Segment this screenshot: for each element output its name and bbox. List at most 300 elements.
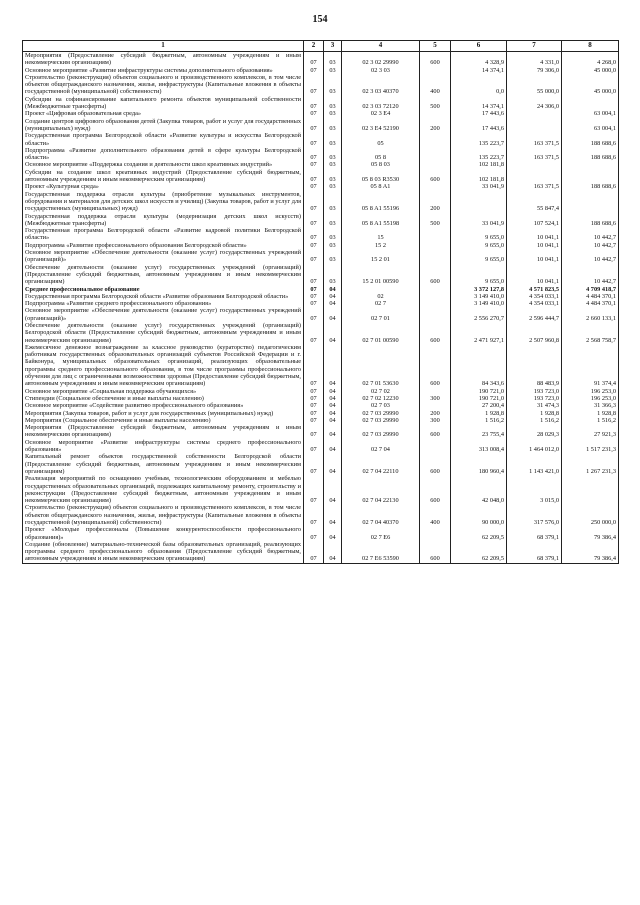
row-name: Мероприятия (Предоставление субсидий бюджетным, автономным учреждениям и иным некоммерческим организациям) xyxy=(23,52,304,67)
amount-year-3: 196 253,0 xyxy=(562,388,619,395)
subsection-code: 03 xyxy=(324,183,342,190)
amount-year-2: 68 379,1 xyxy=(507,526,562,541)
amount-year-3: 188 688,6 xyxy=(562,213,619,228)
amount-year-1: 9 655,0 xyxy=(451,227,507,242)
table-row xyxy=(23,249,619,264)
amount-year-3: 188 688,6 xyxy=(562,132,619,147)
subsection-code: 04 xyxy=(324,395,342,402)
section-code: 07 xyxy=(304,264,324,286)
target-article-code: 02 3 03 40370 xyxy=(342,74,420,96)
target-article-code: 02 3 03 72120 xyxy=(342,96,420,111)
subsection-code: 04 xyxy=(324,526,342,541)
target-article-code: 02 3 03 xyxy=(342,67,420,74)
row-name: Государственная программа Белгородской области «Развитие кадровой политики Белгородской области» xyxy=(23,227,304,242)
row-name: Основное мероприятие «Социальная поддержка обучающихся» xyxy=(23,388,304,395)
expense-type-code xyxy=(420,300,451,307)
section-code: 07 xyxy=(304,227,324,242)
amount-year-1: 190 721,0 xyxy=(451,388,507,395)
subsection-code: 03 xyxy=(324,67,342,74)
amount-year-2 xyxy=(507,110,562,117)
subsection-code: 04 xyxy=(324,293,342,300)
row-name: Мероприятия (Предоставление субсидий бюджетным, автономным учреждениям и иным некоммерческим организациям) xyxy=(23,424,304,439)
amount-year-1: 14 374,1 xyxy=(451,67,507,74)
amount-year-2: 163 371,5 xyxy=(507,147,562,162)
section-code: 07 xyxy=(304,74,324,96)
section-code: 07 xyxy=(304,118,324,133)
amount-year-3: 4 484 370,1 xyxy=(562,293,619,300)
row-name: Основное мероприятие «Развитие инфраструктуры системы среднего профессионального образования» xyxy=(23,439,304,454)
amount-year-3: 1 267 231,3 xyxy=(562,453,619,475)
amount-year-2: 163 371,5 xyxy=(507,132,562,147)
amount-year-3: 1 516,2 xyxy=(562,417,619,424)
amount-year-2: 88 483,9 xyxy=(507,344,562,388)
section-code: 07 xyxy=(304,183,324,190)
section-code: 07 xyxy=(304,300,324,307)
section-code: 07 xyxy=(304,110,324,117)
expense-type-code xyxy=(420,67,451,74)
table-row xyxy=(23,183,619,190)
row-name: Создание (обновление) материально-технической базы образовательных организаций, реализующих программы среднего профессионального образования (Предоставление субсидий бюджетным, автономным учреждениям и иным некоммерческим организациям) xyxy=(23,541,304,563)
amount-year-1: 0,0 xyxy=(451,74,507,96)
table-row xyxy=(23,242,619,249)
amount-year-2 xyxy=(507,118,562,133)
section-code: 07 xyxy=(304,344,324,388)
amount-year-3: 196 253,0 xyxy=(562,395,619,402)
target-article-code: 02 7 03 29990 xyxy=(342,424,420,439)
section-code: 07 xyxy=(304,388,324,395)
amount-year-3 xyxy=(562,161,619,168)
amount-year-2: 1 143 421,0 xyxy=(507,453,562,475)
amount-year-1: 90 000,0 xyxy=(451,504,507,526)
expense-type-code: 600 xyxy=(420,169,451,184)
expense-type-code: 400 xyxy=(420,74,451,96)
section-code: 07 xyxy=(304,169,324,184)
table-row xyxy=(23,439,619,454)
expense-type-code xyxy=(420,388,451,395)
row-name: Мероприятия (Закупка товаров, работ и услуг для государственных (муниципальных) нужд) xyxy=(23,410,304,417)
subsection-code: 04 xyxy=(324,504,342,526)
subsection-code: 04 xyxy=(324,388,342,395)
table-row xyxy=(23,191,619,213)
amount-year-1: 102 181,8 xyxy=(451,169,507,184)
amount-year-2: 1 464 012,0 xyxy=(507,439,562,454)
expense-type-code xyxy=(420,307,451,322)
row-name: Государственная программа Белгородской области «Развитие культуры и искусства Белгородской области» xyxy=(23,132,304,147)
section-code: 07 xyxy=(304,322,324,344)
amount-year-1: 135 223,7 xyxy=(451,147,507,162)
subsection-code: 03 xyxy=(324,74,342,96)
target-article-code: 15 2 01 xyxy=(342,249,420,264)
target-article-code: 05 8 03 xyxy=(342,161,420,168)
amount-year-3 xyxy=(562,191,619,213)
expense-type-code xyxy=(420,293,451,300)
section-code: 07 xyxy=(304,161,324,168)
amount-year-2: 193 723,0 xyxy=(507,395,562,402)
budget-table xyxy=(22,40,619,564)
row-name: Подпрограмма «Развитие дополнительного образования детей в сфере культуры Белгородской области» xyxy=(23,147,304,162)
header-cell: 1 xyxy=(23,41,304,52)
subsection-code: 04 xyxy=(324,402,342,409)
subsection-code: 03 xyxy=(324,52,342,67)
subsection-code: 04 xyxy=(324,322,342,344)
amount-year-1: 9 655,0 xyxy=(451,264,507,286)
subsection-code: 04 xyxy=(324,286,342,293)
amount-year-2 xyxy=(507,169,562,184)
amount-year-3: 188 688,6 xyxy=(562,147,619,162)
amount-year-3: 10 442,7 xyxy=(562,227,619,242)
amount-year-3: 4 268,0 xyxy=(562,52,619,67)
expense-type-code: 500 xyxy=(420,96,451,111)
amount-year-1: 17 443,6 xyxy=(451,110,507,117)
section-code: 07 xyxy=(304,213,324,228)
expense-type-code: 300 xyxy=(420,395,451,402)
amount-year-2: 193 723,0 xyxy=(507,388,562,395)
table-row xyxy=(23,96,619,111)
expense-type-code: 600 xyxy=(420,541,451,563)
amount-year-1: 102 181,8 xyxy=(451,161,507,168)
amount-year-2: 1 516,2 xyxy=(507,417,562,424)
row-name: Основное мероприятие «Поддержка создания и деятельности школ креативных индустрий» xyxy=(23,161,304,168)
section-code: 07 xyxy=(304,526,324,541)
table-row xyxy=(23,322,619,344)
target-article-code: 02 7 02 12230 xyxy=(342,395,420,402)
table-row xyxy=(23,307,619,322)
subsection-code: 04 xyxy=(324,410,342,417)
expense-type-code: 500 xyxy=(420,213,451,228)
expense-type-code xyxy=(420,161,451,168)
amount-year-3: 1 517 231,3 xyxy=(562,439,619,454)
target-article-code: 02 7 E6 xyxy=(342,526,420,541)
amount-year-1: 2 556 270,7 xyxy=(451,307,507,322)
amount-year-3: 45 000,0 xyxy=(562,67,619,74)
row-name: Капитальный ремонт объектов государственной собственности Белгородской области (Предоставление субсидий бюджетным, автономным учреждениям и иным некоммерческим организациям) xyxy=(23,453,304,475)
amount-year-1: 17 443,6 xyxy=(451,118,507,133)
amount-year-1: 27 200,4 xyxy=(451,402,507,409)
amount-year-1: 4 328,9 xyxy=(451,52,507,67)
table-row xyxy=(23,424,619,439)
expense-type-code xyxy=(420,242,451,249)
subsection-code: 04 xyxy=(324,453,342,475)
table-row xyxy=(23,417,619,424)
table-row xyxy=(23,213,619,228)
amount-year-3 xyxy=(562,475,619,504)
subsection-code: 04 xyxy=(324,475,342,504)
expense-type-code: 600 xyxy=(420,475,451,504)
subsection-code: 04 xyxy=(324,300,342,307)
expense-type-code: 600 xyxy=(420,52,451,67)
target-article-code: 05 8 A1 55198 xyxy=(342,213,420,228)
expense-type-code: 600 xyxy=(420,424,451,439)
target-article-code: 15 2 01 00590 xyxy=(342,264,420,286)
amount-year-3: 63 004,1 xyxy=(562,110,619,117)
target-article-code: 02 7 04 22130 xyxy=(342,475,420,504)
expense-type-code: 300 xyxy=(420,417,451,424)
table-row xyxy=(23,300,619,307)
expense-type-code: 200 xyxy=(420,191,451,213)
row-name: Проект «Молодые профессионалы (Повышение конкурентоспособности профессионального образования)» xyxy=(23,526,304,541)
target-article-code: 02 7 03 29990 xyxy=(342,417,420,424)
amount-year-1: 3 372 127,8 xyxy=(451,286,507,293)
amount-year-3: 188 688,6 xyxy=(562,183,619,190)
amount-year-2: 1 928,8 xyxy=(507,410,562,417)
subsection-code: 03 xyxy=(324,249,342,264)
target-article-code: 15 2 xyxy=(342,242,420,249)
page-number: 154 xyxy=(312,14,328,25)
amount-year-3: 2 568 758,7 xyxy=(562,322,619,344)
target-article-code: 02 7 01 53630 xyxy=(342,344,420,388)
amount-year-2 xyxy=(507,161,562,168)
amount-year-1: 190 721,0 xyxy=(451,395,507,402)
amount-year-3: 45 000,0 xyxy=(562,74,619,96)
target-article-code xyxy=(342,286,420,293)
table-row xyxy=(23,132,619,147)
expense-type-code: 200 xyxy=(420,410,451,417)
amount-year-3: 27 921,3 xyxy=(562,424,619,439)
amount-year-1: 9 655,0 xyxy=(451,242,507,249)
subsection-code: 04 xyxy=(324,417,342,424)
row-name: Обеспечение деятельности (оказание услуг) государственных учреждений (организаций) (Предоставление субсидий бюджетным, автономным учреждениям и иным некоммерческим организациям) xyxy=(23,264,304,286)
amount-year-1: 33 041,9 xyxy=(451,213,507,228)
target-article-code: 02 7 xyxy=(342,300,420,307)
header-cell: 4 xyxy=(342,41,420,52)
expense-type-code xyxy=(420,439,451,454)
section-code: 07 xyxy=(304,191,324,213)
row-name: Среднее профессиональное образование xyxy=(23,286,304,293)
amount-year-1: 135 223,7 xyxy=(451,132,507,147)
expense-type-code: 600 xyxy=(420,264,451,286)
subsection-code: 03 xyxy=(324,96,342,111)
target-article-code: 02 7 02 xyxy=(342,388,420,395)
table-row xyxy=(23,67,619,74)
section-code: 07 xyxy=(304,67,324,74)
row-name: Создание центров цифрового образования детей (Закупка товаров, работ и услуг для государственных (муниципальных) нужд) xyxy=(23,118,304,133)
table-row xyxy=(23,118,619,133)
header-cell: 7 xyxy=(507,41,562,52)
amount-year-2: 3 015,0 xyxy=(507,475,562,504)
subsection-code: 04 xyxy=(324,307,342,322)
amount-year-3: 10 442,7 xyxy=(562,242,619,249)
expense-type-code xyxy=(420,402,451,409)
expense-type-code xyxy=(420,183,451,190)
section-code: 07 xyxy=(304,132,324,147)
section-code: 07 xyxy=(304,504,324,526)
section-code: 07 xyxy=(304,52,324,67)
amount-year-1: 9 655,0 xyxy=(451,249,507,264)
table-row xyxy=(23,110,619,117)
table-row xyxy=(23,293,619,300)
section-code: 07 xyxy=(304,147,324,162)
amount-year-3: 4 709 418,7 xyxy=(562,286,619,293)
section-code: 07 xyxy=(304,307,324,322)
section-code: 07 xyxy=(304,249,324,264)
target-article-code: 05 8 03 R3530 xyxy=(342,169,420,184)
section-code: 07 xyxy=(304,286,324,293)
amount-year-1: 313 008,4 xyxy=(451,439,507,454)
row-name: Подпрограмма «Развитие среднего профессионального образования» xyxy=(23,300,304,307)
target-article-code: 02 7 04 40370 xyxy=(342,504,420,526)
subsection-code: 03 xyxy=(324,227,342,242)
amount-year-3: 31 366,3 xyxy=(562,402,619,409)
section-code: 07 xyxy=(304,541,324,563)
amount-year-1: 180 960,4 xyxy=(451,453,507,475)
expense-type-code xyxy=(420,110,451,117)
section-code: 07 xyxy=(304,395,324,402)
section-code: 07 xyxy=(304,424,324,439)
target-article-code: 05 8 xyxy=(342,147,420,162)
amount-year-1: 2 471 927,1 xyxy=(451,322,507,344)
target-article-code: 02 xyxy=(342,293,420,300)
subsection-code: 04 xyxy=(324,541,342,563)
section-code: 07 xyxy=(304,402,324,409)
amount-year-3: 4 484 370,1 xyxy=(562,300,619,307)
amount-year-2: 4 354 033,1 xyxy=(507,293,562,300)
subsection-code: 03 xyxy=(324,264,342,286)
amount-year-3: 79 386,4 xyxy=(562,526,619,541)
section-code: 07 xyxy=(304,453,324,475)
row-name: Подпрограмма «Развитие профессионального образования Белгородской области» xyxy=(23,242,304,249)
amount-year-1: 42 048,0 xyxy=(451,475,507,504)
row-name: Мероприятия (Социальное обеспечение и иные выплаты населению) xyxy=(23,417,304,424)
row-name: Государственная программа Белгородской области «Развитие образования Белгородской области» xyxy=(23,293,304,300)
table-row xyxy=(23,504,619,526)
expense-type-code xyxy=(420,132,451,147)
amount-year-1: 84 343,6 xyxy=(451,344,507,388)
amount-year-1: 62 209,5 xyxy=(451,541,507,563)
target-article-code: 02 7 03 xyxy=(342,402,420,409)
row-name: Субсидии на создание школ креативных индустрий (Предоставление субсидий бюджетным, автономным учреждениям и иным некоммерческим организациям) xyxy=(23,169,304,184)
expense-type-code xyxy=(420,249,451,264)
amount-year-1: 1 928,8 xyxy=(451,410,507,417)
table-row xyxy=(23,74,619,96)
amount-year-3 xyxy=(562,169,619,184)
section-code: 07 xyxy=(304,410,324,417)
subsection-code: 03 xyxy=(324,110,342,117)
expense-type-code xyxy=(420,526,451,541)
table-row xyxy=(23,410,619,417)
table-row xyxy=(23,286,619,293)
amount-year-2: 68 379,1 xyxy=(507,541,562,563)
subsection-code: 03 xyxy=(324,242,342,249)
amount-year-2: 107 524,1 xyxy=(507,213,562,228)
header-cell: 3 xyxy=(324,41,342,52)
amount-year-2: 28 029,3 xyxy=(507,424,562,439)
amount-year-2: 2 507 960,8 xyxy=(507,322,562,344)
expense-type-code: 600 xyxy=(420,453,451,475)
row-name: Обеспечение деятельности (оказание услуг) государственных учреждений (организаций) Белгородской области (Предоставление субсидий бюджетным, автономным учреждениям и иным некоммерческим организациям) xyxy=(23,322,304,344)
target-article-code: 05 8 A1 55196 xyxy=(342,191,420,213)
row-name: Стипендии (Социальное обеспечение и иные выплаты населению) xyxy=(23,395,304,402)
header-cell: 2 xyxy=(304,41,324,52)
amount-year-3: 2 660 133,1 xyxy=(562,307,619,322)
row-name: Основное мероприятие «Развитие инфраструктуры системы дополнительного образования» xyxy=(23,67,304,74)
subsection-code: 03 xyxy=(324,132,342,147)
amount-year-3: 10 442,7 xyxy=(562,264,619,286)
row-name: Ежемесячное денежное вознаграждение за классное руководство (кураторство) педагогическим работникам государственных образовательных организаций субъектов Российской Федерации и г. Байконура, муниципальных образовательных организаций, реализующих образовательные программы среднего профессионального образования, в том числе программы профессионального обучения для лиц с ограниченными возможностями здоровья (Предоставление субсидий бюджетным, автономным учреждениям и иным некоммерческим организациям) xyxy=(23,344,304,388)
expense-type-code xyxy=(420,227,451,242)
header-cell: 5 xyxy=(420,41,451,52)
amount-year-3 xyxy=(562,96,619,111)
amount-year-1: 23 755,4 xyxy=(451,424,507,439)
amount-year-2: 24 306,0 xyxy=(507,96,562,111)
section-code: 07 xyxy=(304,242,324,249)
target-article-code: 02 7 04 22110 xyxy=(342,453,420,475)
row-name: Проект «Цифровая образовательная среда» xyxy=(23,110,304,117)
amount-year-3: 10 442,7 xyxy=(562,249,619,264)
subsection-code: 04 xyxy=(324,439,342,454)
table-row xyxy=(23,227,619,242)
table-row xyxy=(23,475,619,504)
row-name: Основное мероприятие «Обеспечение деятельности (оказание услуг) государственных учреждений (организаций)» xyxy=(23,307,304,322)
subsection-code: 03 xyxy=(324,169,342,184)
table-row xyxy=(23,264,619,286)
amount-year-3: 250 000,0 xyxy=(562,504,619,526)
amount-year-2: 55 000,0 xyxy=(507,74,562,96)
subsection-code: 04 xyxy=(324,344,342,388)
amount-year-2: 10 041,1 xyxy=(507,264,562,286)
table-row xyxy=(23,169,619,184)
table-row xyxy=(23,388,619,395)
table-row xyxy=(23,52,619,67)
expense-type-code: 400 xyxy=(420,504,451,526)
row-name: Государственная поддержка отрасли культуры (приобретение музыкальных инструментов, оборудования и материалов для детских школ искусств и училищ) (Закупка товаров, работ и услуг для государственных (муниципальных) нужд) xyxy=(23,191,304,213)
target-article-code: 02 7 01 xyxy=(342,307,420,322)
table-row xyxy=(23,161,619,168)
amount-year-2: 4 331,0 xyxy=(507,52,562,67)
amount-year-2: 317 576,0 xyxy=(507,504,562,526)
target-article-code: 02 3 02 29990 xyxy=(342,52,420,67)
target-article-code: 02 3 E4 52190 xyxy=(342,118,420,133)
target-article-code: 02 7 01 00590 xyxy=(342,322,420,344)
section-code: 07 xyxy=(304,475,324,504)
subsection-code: 03 xyxy=(324,161,342,168)
row-name: Основное мероприятие «Содействие развитию профессионального образования» xyxy=(23,402,304,409)
row-name: Основное мероприятие «Обеспечение деятельности (оказание услуг) государственных учреждений (организаций)» xyxy=(23,249,304,264)
amount-year-2: 163 371,5 xyxy=(507,183,562,190)
table-row xyxy=(23,395,619,402)
table-row xyxy=(23,344,619,388)
amount-year-1: 1 516,2 xyxy=(451,417,507,424)
target-article-code: 15 xyxy=(342,227,420,242)
amount-year-1: 3 149 410,0 xyxy=(451,300,507,307)
row-name: Строительство (реконструкция) объектов социального и производственного комплексов, в том числе объектов общегражданского назначения, жилья, инфраструктуры (Капитальные вложения в объекты государственной (муниципальной) собственности) xyxy=(23,504,304,526)
amount-year-1 xyxy=(451,191,507,213)
table-row xyxy=(23,402,619,409)
row-name: Проект «Культурная среда» xyxy=(23,183,304,190)
section-code: 07 xyxy=(304,417,324,424)
amount-year-2: 4 571 823,5 xyxy=(507,286,562,293)
row-name: Строительство (реконструкция) объектов социального и производственного комплексов, в том числе объектов общегражданского назначения, жилья, инфраструктуры (Капитальные вложения в объекты государственной (муниципальной) собственности) xyxy=(23,74,304,96)
row-name: Государственная поддержка отрасли культуры (модернизация детских школ искусств) (Межбюджетные трансферты) xyxy=(23,213,304,228)
expense-type-code: 600 xyxy=(420,322,451,344)
section-code: 07 xyxy=(304,96,324,111)
row-name: Реализация мероприятий по оснащению учебным, технологическим оборудованием и мебелью государственных образовательных организаций, подлежащих капитальному ремонту, строительству и реконструкции (Предоставление субсидий бюджетным, автономным учреждениям и иным некоммерческим организациям) xyxy=(23,475,304,504)
expense-type-code: 200 xyxy=(420,118,451,133)
amount-year-3: 79 386,4 xyxy=(562,541,619,563)
row-name: Субсидии на софинансирование капитального ремонта объектов муниципальной собственности (Межбюджетные трансферты) xyxy=(23,96,304,111)
amount-year-3: 63 004,1 xyxy=(562,118,619,133)
amount-year-2: 31 474,3 xyxy=(507,402,562,409)
amount-year-2: 79 306,0 xyxy=(507,67,562,74)
target-article-code: 02 3 E4 xyxy=(342,110,420,117)
target-article-code: 02 7 03 29990 xyxy=(342,410,420,417)
subsection-code: 03 xyxy=(324,147,342,162)
section-code: 07 xyxy=(304,439,324,454)
table-row xyxy=(23,541,619,563)
section-code: 07 xyxy=(304,293,324,300)
subsection-code: 04 xyxy=(324,424,342,439)
subsection-code: 03 xyxy=(324,213,342,228)
amount-year-1: 33 041,9 xyxy=(451,183,507,190)
